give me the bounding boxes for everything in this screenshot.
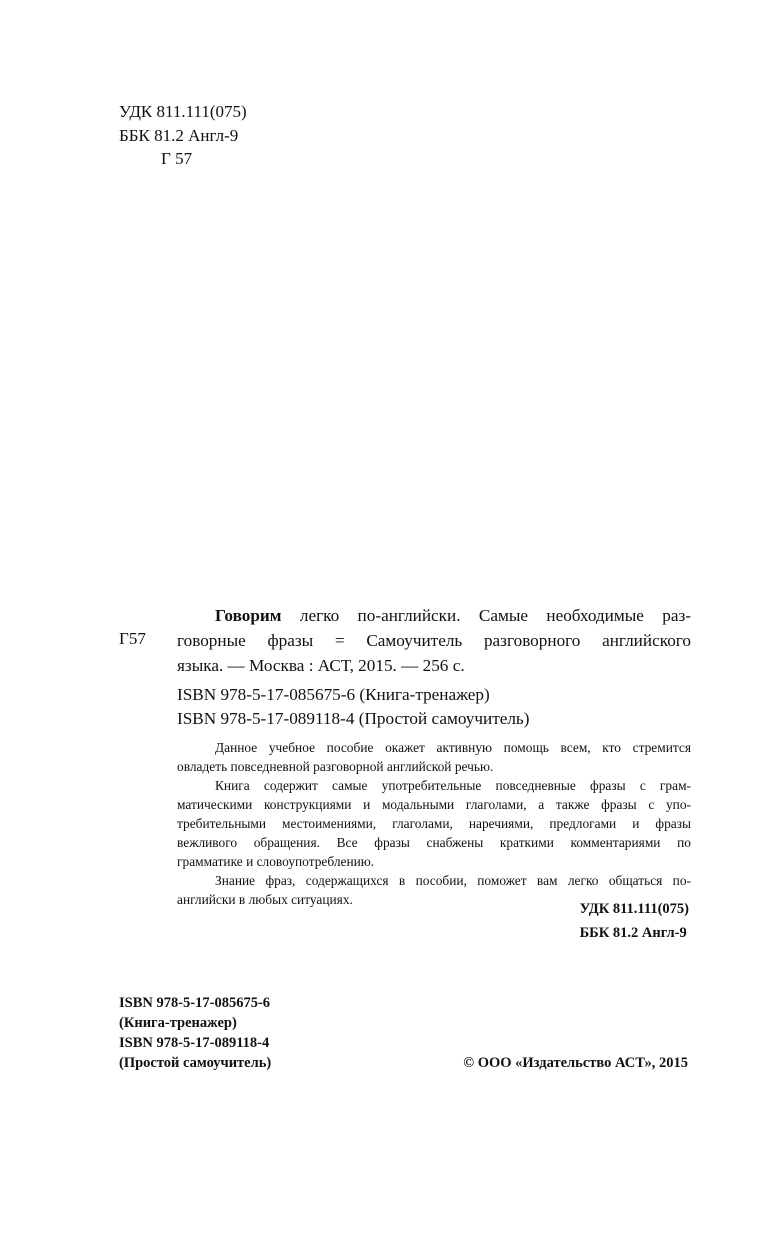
entry-line-1 (177, 603, 691, 628)
annotation-udk: УДК 811.111(075) (579, 901, 689, 917)
bottom-isbn-block (119, 993, 271, 1073)
entry-line-3: языка. — Москва : АСТ, 2015. — 256 с. (177, 656, 465, 675)
annotation-line: Знание фраз, содержащихся в пособии, поможет вам легко общаться по- (215, 873, 691, 888)
entry-line-2: говорные фразы = Самоучитель разговорного английского (177, 631, 691, 650)
annotation-line: овладеть повседневной разговорной английской речью. (177, 759, 494, 774)
entry-isbn-2: ISBN 978-5-17-089118-4 (Простой самоучитель) (177, 709, 530, 728)
entry-isbn-block (177, 683, 529, 731)
entry-isbn-1: ISBN 978-5-17-085675-6 (Книга-тренажер) (177, 685, 490, 704)
annotation-line: требительными местоимениями, глаголами, наречиями, предлогами и фразы (177, 816, 691, 831)
entry-author-mark: Г57 (119, 629, 146, 648)
annotation-line: грамматике и словоупотреблению. (177, 854, 375, 869)
bottom-isbn-2: ISBN 978-5-17-089118-4 (119, 1035, 270, 1051)
bbk-code: ББК 81.2 Англ-9 (119, 126, 239, 145)
bibliographic-entry (177, 603, 691, 678)
bottom-isbn-1-note: (Книга-тренажер) (119, 1015, 237, 1031)
annotation-line: английски в любых ситуациях. (177, 892, 353, 907)
entry-line-1-rest: легко по-английски. Самые необходимые раз- (281, 606, 691, 625)
entry-title-bold: Говорим (215, 606, 282, 625)
annotation-bbk: ББК 81.2 Англ-9 (579, 925, 687, 941)
annotation-line: вежливого обращения. Все фразы снабжены краткими комментариями по (177, 835, 691, 850)
annotation-line: Книга содержит самые употребительные повседневные фразы с грам- (215, 778, 691, 793)
annotation-codes (580, 897, 689, 945)
udk-code: УДК 811.111(075) (119, 102, 247, 121)
bottom-isbn-1: ISBN 978-5-17-085675-6 (119, 995, 271, 1011)
author-mark: Г 57 (161, 149, 193, 168)
annotation-line: Данное учебное пособие окажет активную помощь всем, кто стремится (215, 740, 691, 755)
annotation (177, 738, 691, 909)
copyright-notice: © ООО «Издательство АСТ», 2015 (463, 1055, 688, 1071)
bottom-isbn-2-note: (Простой самоучитель) (119, 1055, 272, 1071)
annotation-line: матическими конструкциями и модальными глаголами, а также фразы с упо- (177, 797, 691, 812)
